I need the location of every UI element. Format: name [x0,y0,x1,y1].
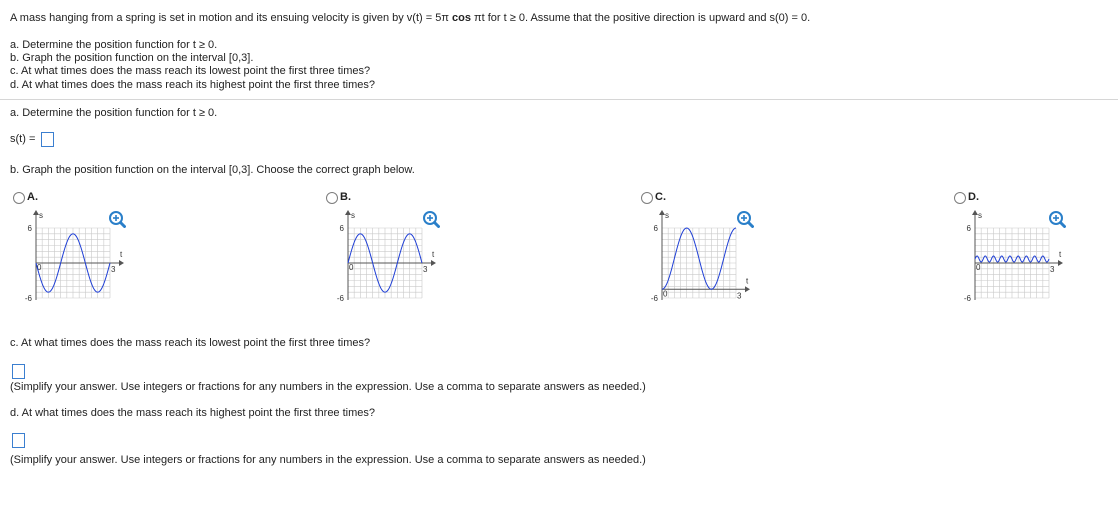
s-of-t-label: s(t) = [10,133,36,145]
option-d-radio[interactable] [954,192,966,204]
option-b-ymax-label: 6 [339,224,344,233]
option-d-graph [957,208,1067,310]
option-c-origin-label: 0 [663,289,668,299]
part-d-prompt: d. At what times does the mass reach its highest point the first three times? [10,407,376,419]
option-b-label: B. [340,191,351,203]
section-divider [0,99,1118,100]
statement-suffix: πt for t ≥ 0. Assume that the positive direction is upward and s(0) = 0. [470,12,811,24]
option-b-ymin-label: -6 [336,294,344,303]
option-c-ymin-label: -6 [650,294,658,303]
option-b-x-arrow [431,260,436,266]
option-a-label: A. [27,191,38,203]
option-a-xlabel: t [120,250,123,259]
problem-part-a: a. Determine the position function for t ≥ 0. [10,39,218,51]
option-b-origin-label: 0 [349,263,354,272]
option-b-radio[interactable] [326,192,338,204]
option-a-ymin-label: -6 [24,294,32,303]
option-a-origin-label: 0 [37,263,42,272]
option-a-ymax-label: 6 [27,224,32,233]
problem-statement [10,12,810,25]
part-a-prompt: a. Determine the position function for t ≥ 0. [10,107,218,119]
option-d-label: D. [968,191,979,203]
option-c-label: C. [655,191,666,203]
option-b-graph [330,208,440,310]
option-c-graph [644,208,754,310]
option-a-xmax-label: 3 [111,265,116,274]
option-d-xmax-label: 3 [1050,265,1055,274]
position-function-input[interactable] [41,132,54,147]
statement-cos: cos [452,12,471,24]
option-a-graph [18,208,128,310]
part-c-hint: (Simplify your answer. Use integers or fractions for any numbers in the expression. Use a comma to separate answers as needed.) [10,381,646,393]
option-b-xlabel: t [432,250,435,259]
option-a-x-arrow [119,260,124,266]
option-d-ymax-label: 6 [966,224,971,233]
option-d-origin-label: 0 [976,263,981,272]
part-c-prompt: c. At what times does the mass reach its lowest point the first three times? [10,337,371,349]
option-c-ylabel: s [665,211,669,220]
option-b-ylabel: s [351,211,355,220]
option-c-radio[interactable] [641,192,653,204]
problem-part-b: b. Graph the position function on the interval [0,3]. [10,52,254,64]
option-d-ylabel: s [978,211,982,220]
option-c-x-arrow [745,286,750,292]
statement-prefix: A mass hanging from a spring is set in motion and its ensuing velocity is given by v(t) = 5π [10,12,452,24]
option-c-xlabel: t [746,276,749,286]
part-b-prompt: b. Graph the position function on the interval [0,3]. Choose the correct graph below. [10,164,415,176]
option-d-xlabel: t [1059,250,1062,259]
option-d-x-arrow [1058,260,1063,266]
option-a-radio[interactable] [13,192,25,204]
problem-part-d: d. At what times does the mass reach its highest point the first three times? [10,79,376,91]
problem-part-c: c. At what times does the mass reach its lowest point the first three times? [10,65,371,77]
option-c-xmax-label: 3 [737,291,742,301]
lowest-times-input[interactable] [12,364,25,379]
option-c-ymax-label: 6 [653,224,658,233]
part-d-hint: (Simplify your answer. Use integers or fractions for any numbers in the expression. Use a comma to separate answers as needed.) [10,454,646,466]
highest-times-input[interactable] [12,433,25,448]
option-a-ylabel: s [39,211,43,220]
option-b-xmax-label: 3 [423,265,428,274]
option-d-ymin-label: -6 [963,294,971,303]
